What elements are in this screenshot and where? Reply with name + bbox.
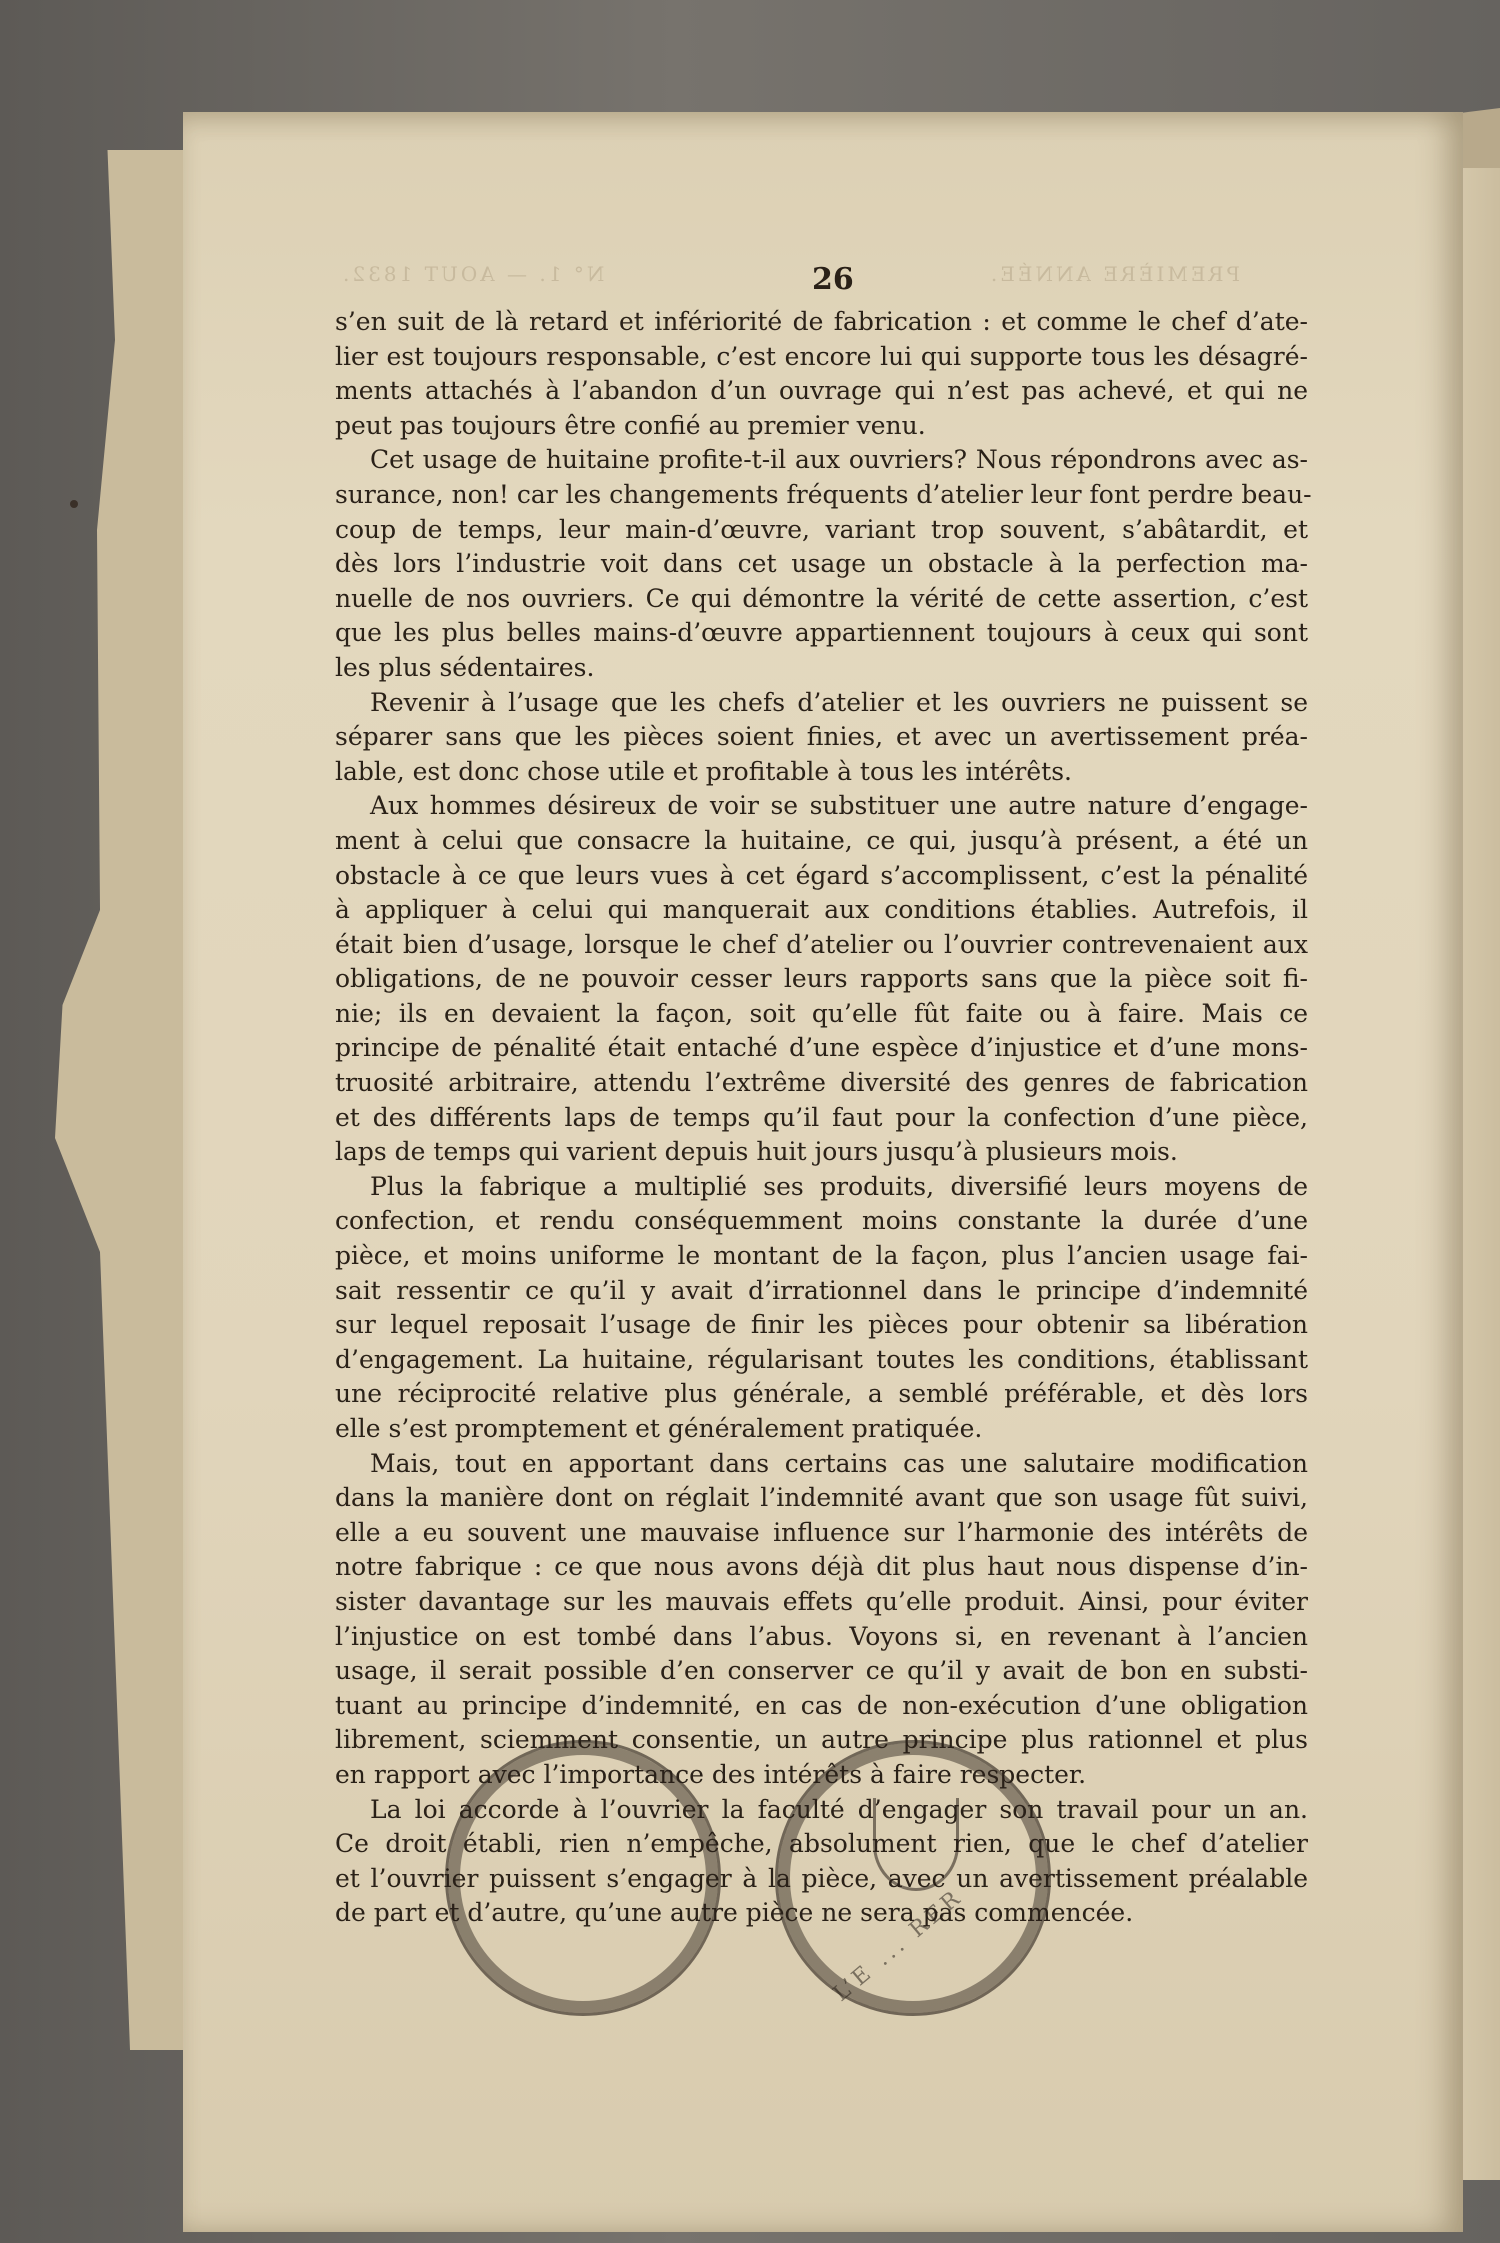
ink-stamp-left (445, 1740, 721, 2016)
text-line: sait ressentir ce qu’il y avait d’irrationnel dans le principe d’indemnité (335, 1275, 1308, 1305)
text-line: Cet usage de huitaine profite-t-il aux ouvriers? Nous répondrons avec as- (370, 445, 1308, 475)
text-line: laps de temps qui varient depuis huit jours jusqu’à plusieurs mois. (335, 1137, 1178, 1167)
text-line: sur lequel reposait l’usage de finir les pièces pour obtenir sa libération (335, 1310, 1308, 1340)
text-line: Plus la fabrique a multiplié ses produits, diversifié leurs moyens de (370, 1171, 1308, 1201)
text-line: ment à celui que consacre la huitaine, ce qui, jusqu’à présent, a été un (335, 825, 1308, 855)
ink-speck (70, 500, 78, 508)
text-line: et l’ouvrier puissent s’engager à la pièce, avec un avertissement préalable (335, 1863, 1308, 1893)
text-line: ments attachés à l’abandon d’un ouvrage qui n’est pas achevé, et qui ne (335, 376, 1308, 406)
text-line: librement, sciemment consentie, un autre principe plus rationnel et plus (335, 1725, 1308, 1755)
text-line: nie; ils en devaient la façon, soit qu’elle fût faite ou à faire. Mais ce (335, 998, 1308, 1028)
text-line: usage, il serait possible d’en conserver ce qu’il y avait de bon en substi- (335, 1656, 1308, 1686)
text-line: sister davantage sur les mauvais effets qu’elle produit. Ainsi, pour éviter (335, 1586, 1308, 1616)
text-line: Ce droit établi, rien n’empêche, absolument rien, que le chef d’atelier (335, 1829, 1308, 1859)
bleed-through-header (340, 262, 1240, 302)
text-line: dès lors l’industrie voit dans cet usage un obstacle à la perfection ma- (335, 549, 1308, 579)
text-line: pièce, et moins uniforme le montant de la façon, plus l’ancien usage fai- (335, 1241, 1308, 1271)
text-line: d’engagement. La huitaine, régularisant toutes les conditions, établissant (335, 1344, 1308, 1374)
text-line: en rapport avec l’importance des intérêts à faire respecter. (335, 1759, 1087, 1789)
text-line: confection, et rendu conséquemment moins constante la durée d’une (335, 1206, 1308, 1236)
text-line: surance, non! car les changements fréquents d’atelier leur font perdre beau- (335, 479, 1312, 509)
ghost-header-left: PREMIÈRE ANNÉE. (987, 262, 1240, 286)
page-number: 26 (812, 262, 854, 297)
text-line: dans la manière dont on réglait l’indemnité avant que son usage fût suivi, (335, 1483, 1308, 1513)
text-line: Revenir à l’usage que les chefs d’atelier et les ouvriers ne puissent se (370, 687, 1308, 717)
text-line: principe de pénalité était entaché d’une espèce d’injustice et d’une mons- (335, 1033, 1308, 1063)
text-line: lable, est donc chose utile et profitable à tous les intérêts. (335, 756, 1072, 786)
text-line: notre fabrique : ce que nous avons déjà dit plus haut nous dispense d’in- (335, 1552, 1308, 1582)
stamp-right-text: L’E ... RER (828, 1884, 968, 2007)
text-line: et des différents laps de temps qu’il faut pour la confection d’une pièce, (335, 1102, 1308, 1132)
text-line: elle a eu souvent une mauvaise influence sur l’harmonie des intérêts de (335, 1517, 1308, 1547)
text-line: une réciprocité relative plus générale, a semblé préférable, et dès lors (335, 1379, 1308, 1409)
text-line: coup de temps, leur main-d’œuvre, variant trop souvent, s’abâtardit, et (335, 514, 1308, 544)
text-line: les plus sédentaires. (335, 652, 595, 682)
text-line: que les plus belles mains-d’œuvre appartiennent toujours à ceux qui sont (335, 618, 1308, 648)
text-line: elle s’est promptement et généralement pratiquée. (335, 1414, 983, 1443)
text-line: La loi accorde à l’ouvrier la faculté d’engager son travail pour un an. (370, 1794, 1308, 1824)
text-line: Mais, tout en apportant dans certains cas une salutaire modification (370, 1448, 1308, 1478)
text-line: à appliquer à celui qui manquerait aux conditions établies. Autrefois, il (335, 895, 1308, 925)
text-line: peut pas toujours être confié au premier venu. (335, 410, 926, 440)
text-line: truosité arbitraire, attendu l’extrême diversité des genres de fabrication (335, 1068, 1308, 1098)
text-line: de part et d’autre, qu’une autre pièce ne sera pas commencée. (335, 1898, 1134, 1928)
text-line: était bien d’usage, lorsque le chef d’atelier ou l’ouvrier contrevenaient aux (335, 929, 1308, 959)
text-line: Aux hommes désireux de voir se substituer une autre nature d’engage- (370, 791, 1308, 821)
ghost-header-middle: N° 1. — AOUT 1832. (340, 262, 605, 286)
text-line: l’injustice on est tombé dans l’abus. Voyons si, en revenant à l’ancien (335, 1621, 1308, 1651)
text-line: séparer sans que les pièces soient finies, et avec un avertissement préa- (335, 722, 1308, 752)
text-line: obligations, de ne pouvoir cesser leurs rapports sans que la pièce soit fi- (335, 964, 1308, 994)
body-text (335, 305, 1312, 1931)
text-line: lier est toujours responsable, c’est encore lui qui supporte tous les désagré- (335, 341, 1308, 371)
text-line: s’en suit de là retard et infériorité de fabrication : et comme le chef d’ate- (335, 307, 1308, 336)
text-line: tuant au principe d’indemnité, en cas de non-exécution d’une obligation (335, 1690, 1308, 1720)
text-line: nuelle de nos ouvriers. Ce qui démontre la vérité de cette assertion, c’est (335, 583, 1308, 613)
text-line: obstacle à ce que leurs vues à cet égard s’accomplissent, c’est la pénalité (335, 860, 1308, 890)
ink-stamp-right (775, 1740, 1051, 2016)
